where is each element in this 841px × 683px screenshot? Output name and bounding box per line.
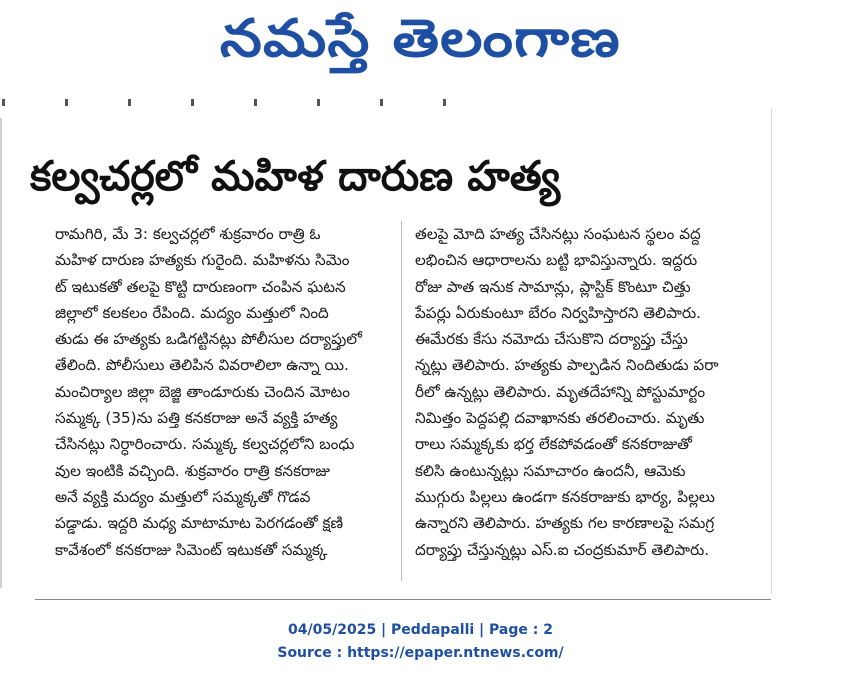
article-line: న్నట్లు తెలిపారు. హత్యకు పాల్పడిన నిందితుడు పరా [415, 356, 719, 375]
article-line: వుల ఇంటికి వచ్చింది. శుక్రవారం రాత్రి కనకరాజు [55, 461, 330, 480]
source-link[interactable]: Source : https://epaper.ntnews.com/ [277, 645, 564, 661]
article-line: ముగ్గురు పిల్లలు ఉండగా కనకరాజుకు భార్య, పిల్లలు [415, 487, 715, 506]
article-line: రోజు పాత ఇనుక సామాన్లు, ప్లాస్టిక్ కొంటూ చిత్తు [415, 277, 691, 296]
article-line: మంచిర్యాల జిల్లా బెజ్జి తాండూరుకు చెందిన మోటం [55, 382, 350, 401]
article-line: పడ్డాడు. ఇద్దరి మధ్య మాటామాట పెరగడంతో క్షణి [55, 514, 343, 533]
article-line: జిల్లాలో కలకలం రేపింది. మద్యం మత్తులో నింది [55, 303, 329, 322]
article-line: కలిసి ఉంటున్నట్లు సమాచారం ఉందనీ, ఆమెకు [415, 461, 686, 480]
article-line: కావేశంలో కనకరాజు సిమెంట్ ఇటుకతో సమ్మక్క [55, 540, 328, 559]
article-line: అనే వ్యక్తి మద్యం మత్తులో సమ్మక్కతో గొడవ [55, 487, 311, 506]
article-line: రామగిరి, మే 3: కల్వచర్లలో శుక్రవారం రాత్రి ఓ [55, 225, 321, 243]
article-line: మహిళ దారుణ హత్యకు గురైంది. మహిళను సిమెం [55, 251, 350, 270]
article-headline: కల్వచర్లలో మహిళ దారుణ హత్య [30, 152, 561, 200]
article-line: ట్ ఇటుకతో తలపై కొట్టి దారుణంగా చంపిన ఘటన [55, 277, 346, 296]
article-line: తుడు ఈ హత్యకు ఒడిగట్టినట్లు పోలీసుల దర్యాప్తులో [55, 330, 362, 349]
article-line: తేలింది. పోలీసులు తెలిపిన వివరాలిలా ఉన్నా యి. [55, 356, 349, 375]
cropped-previous-line [2, 92, 537, 106]
column-divider [401, 221, 402, 581]
article-column-right [415, 221, 766, 581]
bottom-rule [35, 599, 771, 600]
masthead [0, 0, 841, 82]
edition-info: 04/05/2025 | Peddapalli | Page : 2 [288, 622, 553, 638]
article-line: సమ్మక్క (35)ను పత్తి కనకరాజు అనే వ్యక్తి హత్య [55, 409, 338, 428]
article-line: లభించిన ఆధారాలను బట్టి భావిస్తున్నారు. ఇద్దరు [415, 251, 698, 270]
article-line: తలపై మోది హత్య చేసినట్లు సంఘటన స్థలం వద్ద [415, 225, 701, 243]
article-line: నిమిత్తం పెద్దపల్లి దవాఖానకు తరలించారు. మృతు [415, 409, 705, 428]
newspaper-logo: నమస్తే తెలంగాణ [220, 9, 621, 69]
article-line: పేపర్లు ఏరుకుంటూ బేరం నిర్వహిస్తారని తెలిపారు. [415, 303, 701, 322]
article-line: దర్యాప్తు చేస్తున్నట్లు ఎస్.ఐ చంద్రకుమార్ తెలిపారు. [415, 540, 710, 559]
clipping-left-edge [0, 118, 2, 588]
article-line: ఉన్నారని తెలిపారు. హత్యకు గల కారణాలపై సమగ్ర [415, 514, 715, 533]
article-column-left [55, 221, 386, 581]
article-line: రీలో ఉన్నట్లు తెలిపారు. మృతదేహాన్ని పోస్టుమార్టం [415, 382, 706, 401]
article-line: చేసినట్లు నిర్ధారించారు. సమ్మక్క కల్వచర్లలోని బంధు [55, 435, 355, 454]
article-line: ఈమేరకు కేసు నమోదు చేసుకొని దర్యాప్తు చేస్తు [415, 330, 688, 349]
article-line: రాలు సమ్మక్కకు భర్త లేకపోవడంతో కనకరాజుతో [415, 435, 692, 454]
